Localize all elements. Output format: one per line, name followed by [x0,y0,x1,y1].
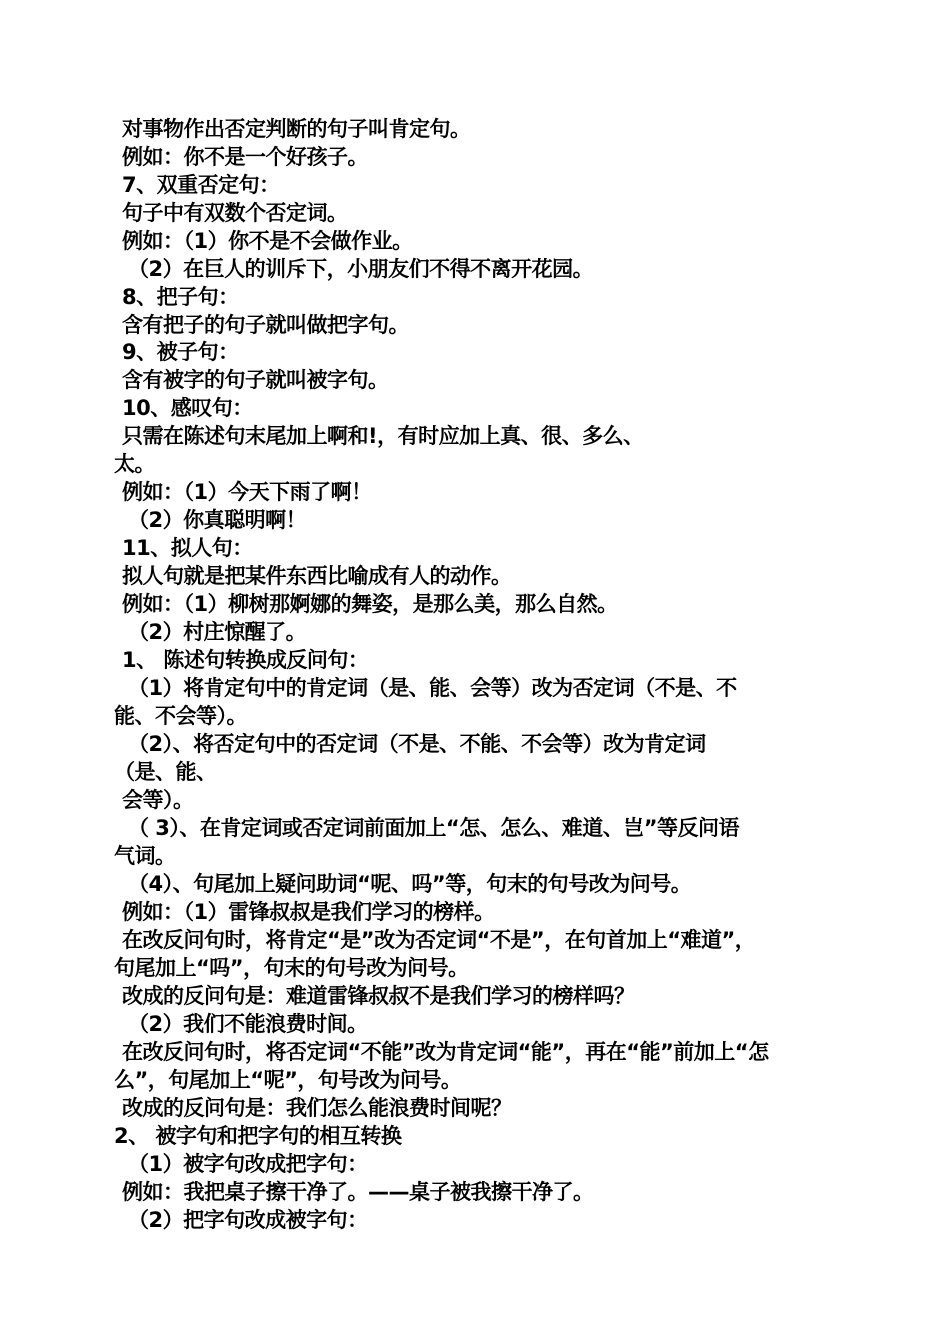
text-line: 会等）。 [122,788,194,812]
text-line: 9、被子句： [122,340,239,364]
text-line: 含有被字的句子就叫被字句。 [122,368,389,392]
text-line: （2）把字句改成被字句： [128,1208,368,1232]
text-line: 只需在陈述句末尾加上啊和!，有时应加上真、很、多么、 [122,424,644,448]
text-line: （1）被字句改成把字句： [128,1152,368,1176]
text-line: 例如：（1）雷锋叔叔是我们学习的榜样。 [122,900,495,924]
text-line: 1、 陈述句转换成反问句： [122,648,369,672]
text-line: （2）、将否定句中的否定词（不是、不能、不会等）改为肯定词 [128,732,706,756]
text-line: 太。 [114,452,155,476]
text-line: 10、感叹句： [122,396,253,420]
text-line: （是、能、 [114,760,217,784]
text-line: 在改反问句时，将否定词“不能”改为肯定词“能”，再在“能”前加上“怎 [122,1040,769,1064]
text-line: 气词。 [114,844,176,868]
text-line: 8、把子句： [122,285,239,309]
text-line: （2）村庄惊醒了。 [128,620,307,644]
text-line: （1）将肯定句中的肯定词（是、能、会等）改为否定词（不是、不 [128,676,737,700]
text-line: 例如：你不是一个好孩子。 [122,145,368,169]
text-line: 句尾加上“吗”，句末的句号改为问号。 [114,956,469,980]
text-line: 例如：我把桌子擦干净了。——桌子被我擦干净了。 [122,1180,594,1204]
text-line: （2）你真聪明啊！ [128,508,307,532]
text-line: 改成的反问句是：我们怎么能浪费时间呢？ [122,1096,512,1120]
text-line: 能、不会等）。 [114,704,247,728]
text-line: 么”，句尾加上“呢”，句号改为问号。 [114,1068,462,1092]
text-line: 在改反问句时，将肯定“是”改为否定词“不是”，在句首加上“难道”， [122,928,756,952]
text-line: 例如：（1）柳树那婀娜的舞姿，是那么美，那么自然。 [122,592,618,616]
text-line: 改成的反问句是：难道雷锋叔叔不是我们学习的榜样吗？ [122,984,635,1008]
text-line: 对事物作出否定判断的句子叫肯定句。 [122,117,471,141]
text-line: 含有把子的句子就叫做把字句。 [122,313,409,337]
text-line: 句子中有双数个否定词。 [122,201,348,225]
text-line: （2）我们不能浪费时间。 [128,1012,368,1036]
text-line: （ 3）、在肯定词或否定词前面加上“怎、怎么、难道、岂”等反问语 [128,816,740,840]
text-line: 拟人句就是把某件东西比喻成有人的动作。 [122,564,512,588]
text-line: （2）在巨人的训斥下，小朋友们不得不离开花园。 [128,257,594,281]
text-line: 例如：（1）你不是不会做作业。 [122,229,413,253]
text-line: 2、 被字句和把字句的相互转换 [114,1124,402,1148]
text-line: 7、双重否定句： [122,173,280,197]
text-line: 11、拟人句： [122,536,253,560]
text-line: 例如：（1）今天下雨了啊！ [122,480,372,504]
text-line: （4）、句尾加上疑问助词“呢、吗”等，句末的句号改为问号。 [128,872,692,896]
